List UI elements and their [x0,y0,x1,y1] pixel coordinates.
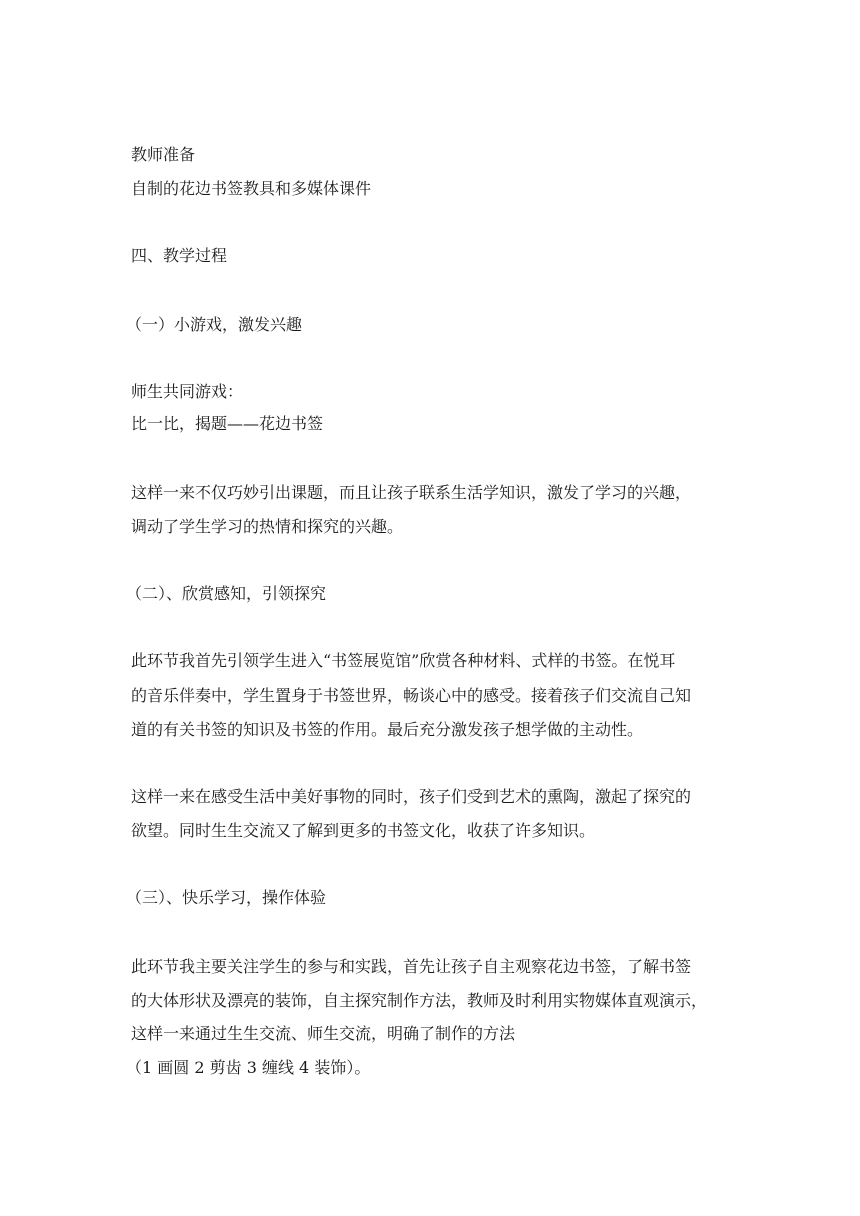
paragraph-line: 这样一来在感受生活中美好事物的同时，孩子们受到艺术的熏陶，激起了探究的 [131,787,692,806]
paragraph-line: 的音乐伴奏中，学生置身于书签世界，畅谈心中的感受。接着孩子们交流自己知 [131,686,692,705]
paragraph-line: 的大体形状及漂亮的装饰，自主探究制作方法，教师及时利用实物媒体直观演示， [131,991,708,1010]
subsection-heading-3: （三）、快乐学习，操作体验 [126,888,327,907]
paragraph-line: 此环节我首先引领学生进入“书签展览馆”欣赏各种材料、式样的书签。在悦耳 [131,651,676,670]
paragraph-line: 道的有关书签的知识及书签的作用。最后充分激发孩子想学做的主动性。 [131,720,644,739]
paragraph-line: 欲望。同时生生交流又了解到更多的书签文化，收获了许多知识。 [131,821,596,840]
paragraph-line: 自制的花边书签教具和多媒体课件 [131,179,372,198]
section-heading-teaching-process: 四、教学过程 [131,246,228,265]
subsection-heading-1: （一）小游戏，激发兴趣 [126,315,303,334]
paragraph-line: （1 画圆 2 剪齿 3 缠线 4 装饰）。 [126,1058,371,1077]
heading-teacher-prep: 教师准备 [131,145,196,164]
paragraph-line: 调动了学生学习的热情和探究的兴趣。 [131,517,404,536]
paragraph-line: 这样一来通过生生交流、师生交流，明确了制作的方法 [131,1024,516,1043]
subsection-heading-2: （二）、欣赏感知，引领探究 [126,584,327,603]
paragraph-line: 比一比，揭题——花边书签 [131,414,324,433]
paragraph-line: 这样一来不仅巧妙引出课题，而且让孩子联系生活学知识，激发了学习的兴趣， [131,483,692,502]
paragraph-line: 师生共同游戏： [131,382,244,401]
paragraph-line: 此环节我主要关注学生的参与和实践，首先让孩子自主观察花边书签，了解书签 [131,957,692,976]
